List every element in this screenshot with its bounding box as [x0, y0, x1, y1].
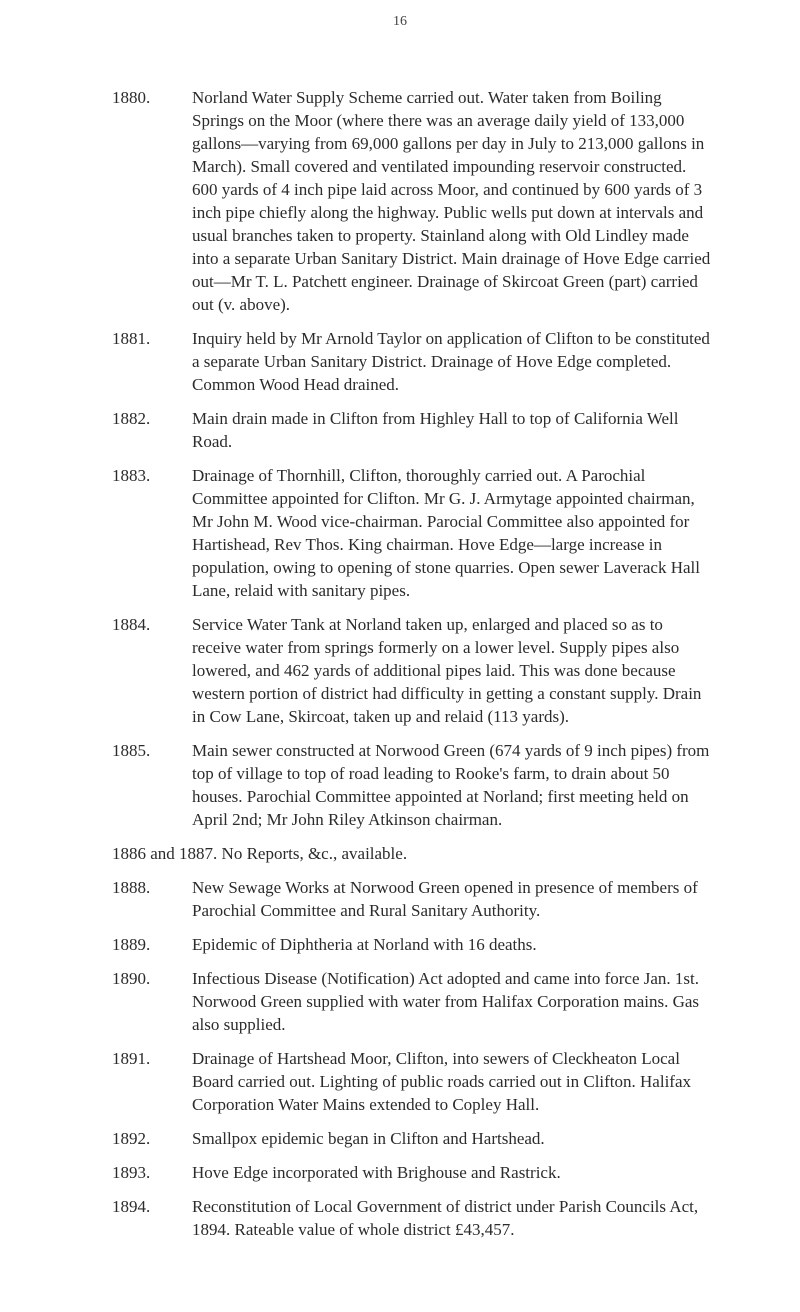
entry-1890 [112, 967, 712, 1036]
entry-text: 1886 and 1887. No Reports, &c., available. [112, 844, 408, 863]
entry-year: 1880. [112, 88, 151, 107]
entry-text: Norland Water Supply Scheme carried out. Water taken from Boiling Springs on the Moor (where there was an average daily yield of 133,000 gallons—varying from 69,000 gallons per day in July to 213,000 gallons in March). Small covered and ventilated impounding reservoir constructed. 600 yards of 4 inch pipe laid across Moor, and continued by 600 yards of 3 inch pipe chiefly along the highway. Public wells put down at intervals and usual branches taken to property. Stainland along with Old Lindley made into a separate Urban Sanitary District. Main drainage of Hove Edge carried out—Mr T. L. Patchett engineer. Drainage of Skircoat Green (part) carried out (v. above). [192, 88, 711, 314]
entry-year: 1888. [112, 878, 151, 897]
entry-1885 [112, 739, 712, 831]
entry-1884 [112, 613, 712, 728]
entry-1889 [112, 933, 712, 956]
entry-year: 1882. [112, 409, 151, 428]
chronology-list [112, 86, 712, 1252]
entry-text: Drainage of Hartshead Moor, Clifton, into sewers of Cleckheaton Local Board carried out. Lighting of public roads carried out in Clifton. Halifax Corporation Water Mains extended to Copley Hall. [192, 1049, 692, 1114]
entry-year: 1884. [112, 615, 151, 634]
entry-1891 [112, 1047, 712, 1116]
entry-text: Reconstitution of Local Government of district under Parish Councils Act, 1894. Rateable value of whole district £43,457. [192, 1197, 699, 1239]
entry-1893 [112, 1161, 712, 1184]
entry-text: Main sewer constructed at Norwood Green (674 yards of 9 inch pipes) from top of village to top of road leading to Rooke's farm, to drain about 50 houses. Parochial Committee appointed at Norland; first meeting held on April 2nd; Mr John Riley Atkinson chairman. [192, 741, 710, 829]
entry-text: Infectious Disease (Notification) Act adopted and came into force Jan. 1st. Norwood Green supplied with water from Halifax Corporation mains. Gas also supplied. [192, 969, 700, 1034]
entry-text: New Sewage Works at Norwood Green opened in presence of members of Parochial Committee and Rural Sanitary Authority. [192, 878, 698, 920]
entry-year: 1883. [112, 466, 151, 485]
entry-text: Main drain made in Clifton from Highley Hall to top of California Well Road. [192, 409, 679, 451]
entry-text: Epidemic of Diphtheria at Norland with 16 deaths. [192, 935, 537, 954]
page-number: 16 [393, 14, 407, 29]
entry-1883 [112, 464, 712, 602]
entry-year: 1892. [112, 1129, 151, 1148]
entry-year: 1891. [112, 1049, 151, 1068]
entry-1882 [112, 407, 712, 453]
entry-year: 1881. [112, 329, 151, 348]
entry-year: 1885. [112, 741, 151, 760]
entry-text: Service Water Tank at Norland taken up, enlarged and placed so as to receive water from springs formerly on a lower level. Supply pipes also lowered, and 462 yards of additional pipes laid. This was done because western portion of district had difficulty in getting a constant supply. Drain in Cow Lane, Skircoat, taken up and relaid (113 yards). [192, 615, 702, 726]
entry-text: Hove Edge incorporated with Brighouse and Rastrick. [192, 1163, 561, 1182]
entry-1892 [112, 1127, 712, 1150]
entry-text: Drainage of Thornhill, Clifton, thoroughly carried out. A Parochial Committee appointed for Clifton. Mr G. J. Armytage appointed chairman, Mr John M. Wood vice-chairman. Parocial Committee also appointed for Hartishead, Rev Thos. King chairman. Hove Edge—large increase in population, owing to opening of stone quarries. Open sewer Laverack Hall Lane, relaid with sanitary pipes. [192, 466, 700, 600]
entry-text: Smallpox epidemic began in Clifton and Hartshead. [192, 1129, 545, 1148]
entry-year: 1894. [112, 1197, 151, 1216]
entry-1881 [112, 327, 712, 396]
entry-year: 1889. [112, 935, 151, 954]
entry-1888 [112, 876, 712, 922]
entry-1886-1887 [112, 842, 712, 865]
entry-1894 [112, 1195, 712, 1241]
entry-year: 1893. [112, 1163, 151, 1182]
entry-year: 1890. [112, 969, 151, 988]
entry-text: Inquiry held by Mr Arnold Taylor on application of Clifton to be constituted a separate Urban Sanitary District. Drainage of Hove Edge completed. Common Wood Head drained. [192, 329, 710, 394]
entry-1880 [112, 86, 712, 316]
